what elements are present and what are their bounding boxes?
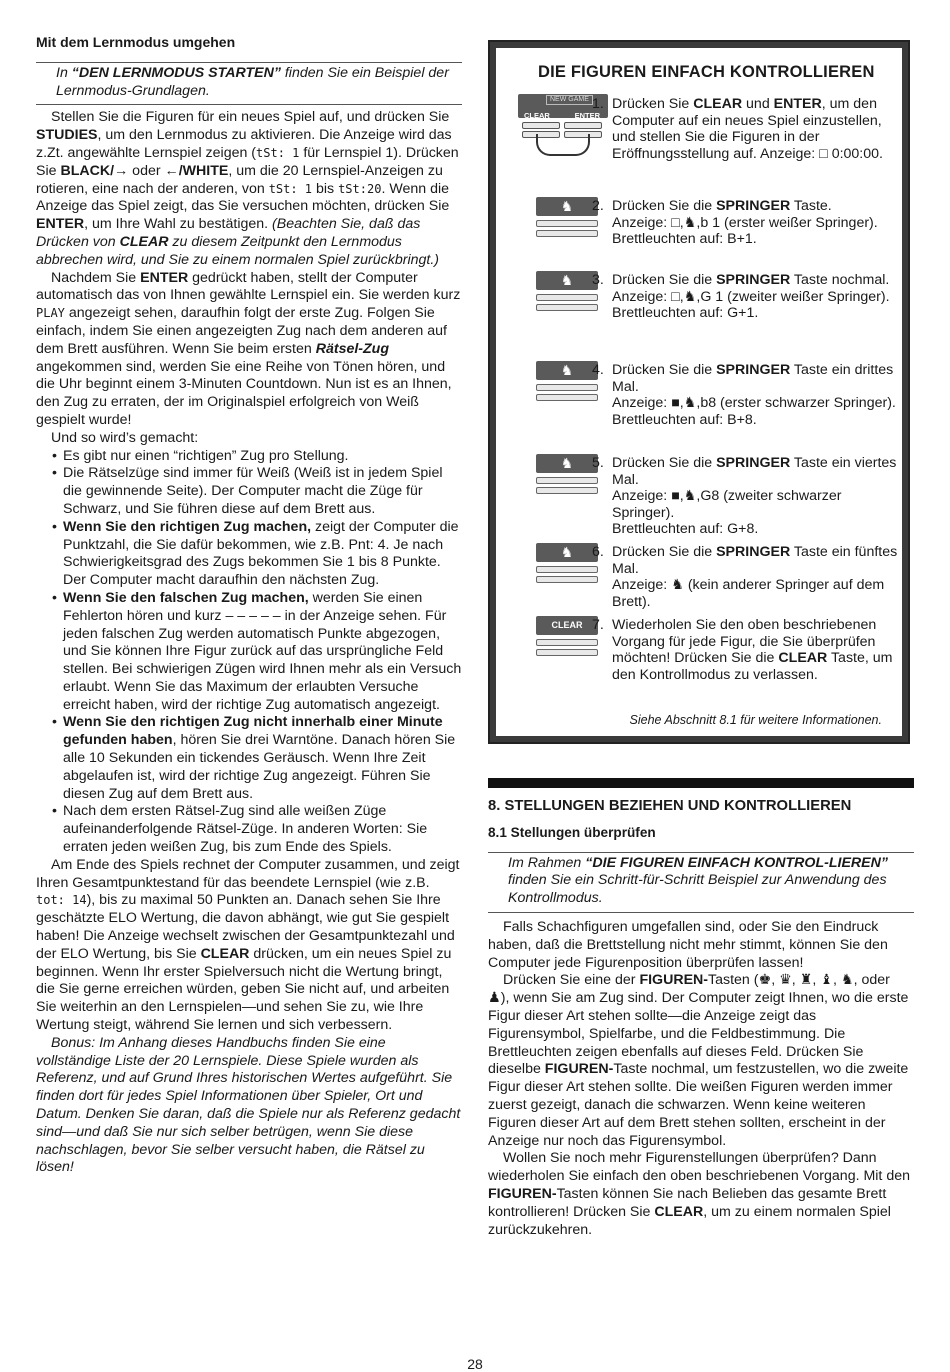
step-2: 2. Drücken Sie die SPRINGER Taste. Anzeige: □,♞,b 1 (erster weißer Springer). Brettleuchten auf: B+1. <box>592 198 878 247</box>
section-bar <box>488 778 914 788</box>
intro-note: Im Rahmen “DIE FIGUREN EINFACH KONTROL-LIEREN” finden Sie ein Schritt-für-Schritt Beispiel zur Anwendung des Kontrollmodus. <box>508 854 888 907</box>
knight-icon: ♞ <box>536 454 598 473</box>
step-4: 4. Drücken Sie die SPRINGER Taste ein drittes Mal. Anzeige: ■,♞,b8 (erster schwarzer Springer). Brettleuchten auf: B+8. <box>592 362 896 428</box>
clear-label: CLEAR <box>524 111 550 120</box>
intro-note: In “DEN LERNMODUS STARTEN” finden Sie ein Beispiel der Lernmodus-Grundlagen. <box>56 64 449 99</box>
knight-key-graphic <box>536 361 598 403</box>
step-1: 1. Drücken Sie CLEAR und ENTER, um den Computer auf ein neues Spiel einzustellen, und stellen Sie die Figuren in der Eröffnungsstellung auf. Anzeige: □ 0:00:00. <box>592 96 883 162</box>
box-title: DIE FIGUREN EINFACH KONTROLLIEREN <box>538 63 875 81</box>
knight-key-graphic <box>536 197 598 239</box>
step-3: 3. Drücken Sie die SPRINGER Taste nochmal. Anzeige: □,♞,G 1 (zweiter weißer Springer). Brettleuchten auf: G+1. <box>592 272 890 321</box>
knight-icon: ♞ <box>536 271 598 290</box>
section-heading: 8.1 Stellungen überprüfen <box>488 824 656 840</box>
chapter-heading: 8. STELLUNGEN BEZIEHEN UND KONTROLLIEREN <box>488 798 852 814</box>
clear-key-graphic <box>536 616 598 658</box>
list-item: • Nach dem ersten Rätsel-Zug sind alle weißen Züge aufeinanderfolgende Rätsel-Züge. In anderen Worten: Sie erraten jeden weißen Zug, bis zum Ende des Spiels. <box>52 803 462 856</box>
divider <box>488 912 914 913</box>
paragraph: Und so wird’s gemacht: <box>51 429 199 446</box>
divider <box>36 104 462 105</box>
knight-icon: ♞ <box>536 361 598 380</box>
knight-key-graphic <box>536 543 598 585</box>
paragraph: Nachdem Sie ENTER gedrückt haben, stellt der Computer automatisch das von Ihnen gewählte Lernspiel ein. Sie werden kurz PLAY angezeigt sehen, daraufhin folgt der erste Zug. Folgen Sie einfach, indem Sie einen angezeigten Zug nach dem anderen auf dem Brett ausführen. Wenn Sie beim ersten Rätsel-Zug angekommen sind, werden Sie eine Reihe von Tönen hören, und die Uhr beginnt einem 3-Minuten Countdown. Nun ist es an Ihnen, den Zug zu erraten, der im Originalspiel erfolgreich von Weiß gespielt wurde! <box>36 269 461 428</box>
knight-icon: ♞ <box>536 197 598 216</box>
step-5: 5. Drücken Sie die SPRINGER Taste ein viertes Mal. Anzeige: ■,♞,G8 (zweiter schwarzer Springer). Brettleuchten auf: G+8. <box>592 455 897 537</box>
paragraph: Wollen Sie noch mehr Figurenstellungen überprüfen? Dann wiederholen Sie einfach den oben beschriebenen Vorgang. Mit den FIGUREN-Tasten können Sie nach Belieben das gesamte Brett kontrollieren! Drücken Sie CLEAR, um zu einem normalen Spiel zurückzukehren. <box>488 1150 910 1238</box>
knight-key-graphic <box>536 271 598 313</box>
paragraph: Stellen Sie die Figuren für ein neues Spiel auf, und drücken Sie STUDIES, um den Lernmodus zu aktivieren. Die Anzeige wird das z.Zt. angewählte Lernspiel zeigen (tSt: 1 für Lernspiel 1). Drücken Sie BLACK/→ oder ←/WHITE, um die 20 Lernspiel-Anzeigen zu rotieren, eine nach der anderen, von tSt: 1 bis tSt:20. Wenn die Anzeige das Spiel zeigt, das Sie versuchen möchten, drücken Sie ENTER, um Ihre Wahl zu bestätigen. (Beachten Sie, daß das Drücken von CLEAR zu diesem Zeitpunkt den Lernmodus abbrechen wird, und Sie zu einem normalen Spiel zurückbringt.) <box>36 109 459 268</box>
box-footnote: Siehe Abschnitt 8.1 für weitere Informationen. <box>629 713 882 727</box>
list-item: • Die Rätselzüge sind immer für Weiß (Weiß ist in jedem Spiel die gewinnende Seite). Der Computer macht die Züge für Schwarz, und Sie führen diese auf dem Brett aus. <box>52 465 462 518</box>
instruction-box <box>488 40 910 744</box>
new-game-label: NEW GAME <box>546 95 593 105</box>
section-title: Mit dem Lernmodus umgehen <box>36 34 236 50</box>
list-item: • Wenn Sie den richtigen Zug machen, zeigt der Computer die Punktzahl, die Sie dafür bekommen, wie z.B. Pnt: 4. Je nach Schwierigkeitsgrad des Zugs bekommen Sie 1 bis 8 Punkte. Der Computer macht daraufhin den nächsten Zug. <box>52 519 462 590</box>
paragraph: Falls Schachfiguren umgefallen sind, oder Sie den Eindruck haben, daß die Brettstellung nicht mehr stimmt, können Sie den Computer jede Figurenposition überprüfen lassen! <box>488 918 888 971</box>
enter-label: ENTER <box>574 111 600 120</box>
knight-key-graphic <box>536 454 598 496</box>
arrow-icon <box>536 134 590 156</box>
step-7: 7. Wiederholen Sie den oben beschriebenen Vorgang für jede Figur, die Sie überprüfen möchten! Drücken Sie die CLEAR Taste, um den Kontrollmodus zu verlassen. <box>592 617 893 683</box>
page-number: 28 <box>467 1356 483 1372</box>
left-column <box>36 34 462 1177</box>
list-item: • Wenn Sie den falschen Zug machen, werden Sie einen Fehlerton hören und kurz – – – – – in der Anzeige sehen. Für jeden falschen Zug werden automatisch Punkte abgezogen, und Sie können Ihre Figur zurück auf das ursprüngliche Feld stellen. Bei schwierigen Zügen wird Ihnen mehr als ein Versuch erlaubt. Wenn Sie das Maximum der erlaubten Versuche erreicht haben, wird der richtige Zug automatisch angezeigt. <box>52 590 462 715</box>
clear-key-label: CLEAR <box>536 616 598 635</box>
right-column <box>488 40 914 1239</box>
paragraph: Am Ende des Spiels rechnet der Computer zusammen, und zeigt Ihren Gesamtpunktestand für das beendete Lernspiel (wie z.B. tot: 14), bis zu maximal 50 Punkten an. Danach sehen Sie Ihre geschätzte ELO Wertung, die davon abhängt, wie gut Sie gespielt haben! Die Anzeige wechselt zwischen der Gesamtpunktezahl und der ELO Wertung, bis Sie CLEAR drücken, um ein neues Spiel zu beginnen. Wenn Ihr erster Spielversuch nicht die Wertung bringt, die Sie gerne erreichen würden, geben Sie nicht auf, und arbeiten Sie weiterhin an den Lernspielen—und sehen Sie zu, wie Ihre Wertung steigt, während Sie lernen und sich verbessern. <box>36 856 460 1034</box>
bonus-paragraph: Bonus: Im Anhang dieses Handbuchs finden Sie eine vollständige Liste der 20 Lernspiele. Diese Spiele wurden als Referenz, und auf Grund Ihres historischen Wertes aufgeführt. Sie finden dort für jedes Spiel Informationen über Spieler, Ort und Datum. Denken Sie daran, daß die Spiele nur als Referenz gedacht sind—und daß Sie nur sich selber betrügen, wenn Sie diese nachschlagen, bevor Sie selber versucht haben, die Rätsel zu lösen! <box>36 1034 461 1176</box>
list-item: • Wenn Sie den richtigen Zug nicht innerhalb einer Minute gefunden haben, hören Sie drei Warntöne. Danach hören Sie alle 10 Sekunden ein tickendes Geräusch. Wenn Ihre Zeit abgelaufen ist, wird der richtige Zug angezeigt. Führen Sie diesen Zug auf dem Brett aus. <box>52 714 462 803</box>
knight-icon: ♞ <box>536 543 598 562</box>
step-6: 6. Drücken Sie die SPRINGER Taste ein fünftes Mal. Anzeige: ♞ (kein anderer Springer auf dem Brett). <box>592 544 898 610</box>
bullet-list <box>52 448 462 857</box>
paragraph: Drücken Sie eine der FIGUREN-Tasten (♚, ♛, ♜, ♝, ♞, oder ♟), wenn Sie am Zug sind. Der Computer zeigt Ihnen, wo die erste Figur dieser Art stehen sollte—die Anzeige zeigt das Figurensymbol, Spielfarbe, und die Feldbestimmung. Die Brettleuchten zeigen ebenfalls auf dieses Feld. Drücken Sie dieselbe FIGUREN-Taste nochmal, um festzustellen, wo die zweite Figur dieser Art stehen sollte. Die weißen Figuren werden immer zuerst gezeigt, danach die schwarzen. Wenn keine weiteren Figuren dieser Art auf dem Brett stehen sollten, erscheint in der Anzeige nur noch das Figurensymbol. <box>488 972 909 1149</box>
list-item: • Es gibt nur einen “richtigen” Zug pro Stellung. <box>52 448 462 466</box>
